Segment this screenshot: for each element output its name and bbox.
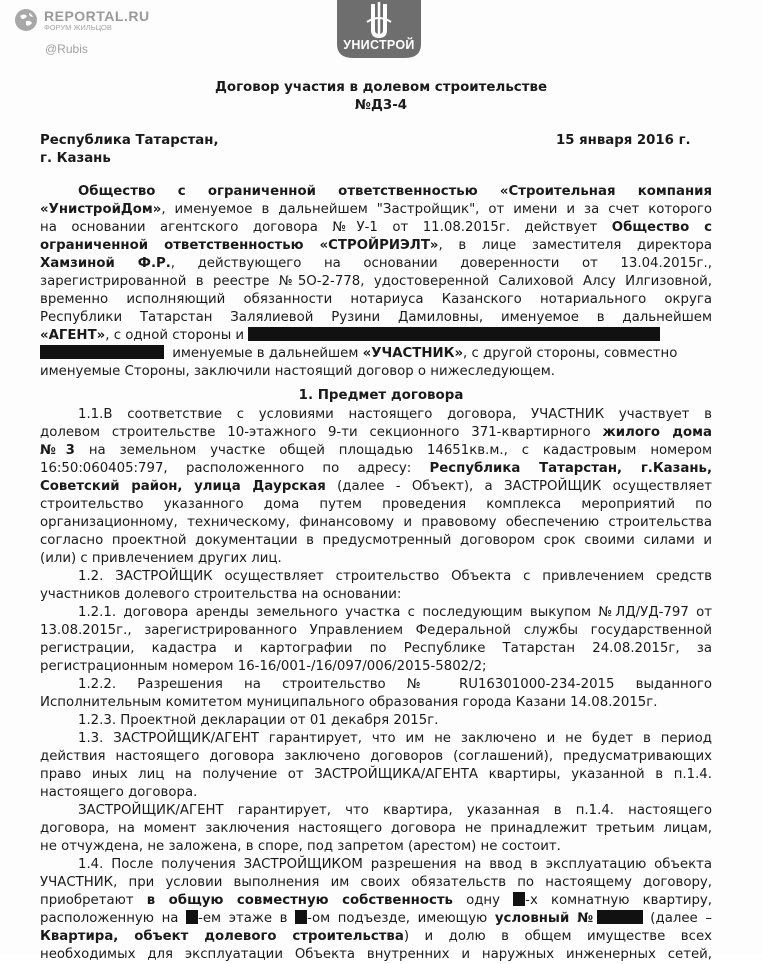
preamble-line: именуемые в дальнейшем «УЧАСТНИК», с другой стороны, совместно bbox=[40, 345, 712, 363]
redaction-block bbox=[295, 910, 307, 924]
clause-line: долевом строительстве 10-этажного 9-ти секционного 371-квартирного жилого дома bbox=[40, 425, 712, 440]
clause-line: строительство указанного дома путем проведения комплекса мероприятий по bbox=[40, 497, 712, 512]
redaction-block bbox=[248, 327, 660, 341]
clause-line: 1.2.3. Проектной декларации от 01 декабря 2015г. bbox=[78, 713, 439, 728]
preamble-line: временно исполняющий обязанности нотариуса Казанского нотариального округа bbox=[40, 292, 712, 307]
preamble-line: на основании агентского договора №У-1 от 11.08.2015г. действует Общество с bbox=[40, 220, 712, 235]
preamble-line: «АГЕНТ», с одной стороны и bbox=[40, 327, 712, 345]
clause-line: ЗАСТРОЙЩИК/АГЕНТ гарантирует, что квартира, указанная в п.1.4. настоящего bbox=[78, 803, 712, 818]
watermark-user: @Rubis bbox=[45, 42, 88, 56]
logo-text: УНИСТРОЙ bbox=[343, 38, 415, 52]
clause-line: 1.1.В соответствие с условиями настоящего договора, УЧАСТНИК участвует в bbox=[78, 407, 712, 422]
redaction-block bbox=[513, 892, 525, 906]
clause-line: УЧАСТНИК, при условии выполнения им своих обязательств по настоящему договору, bbox=[40, 875, 712, 890]
globe-icon bbox=[14, 8, 38, 32]
preamble-line: Хамзиной Ф.Р., действующего на основании доверенности от 13.04.2015г., bbox=[40, 256, 712, 271]
redaction-block bbox=[186, 910, 198, 924]
clause-line: Квартира, объект долевого строительства) и долю в общем имуществе всех bbox=[40, 929, 712, 944]
clause-line: (или) с привлечением других лиц. bbox=[40, 551, 282, 566]
clause-line: настоящего договора. bbox=[40, 785, 198, 800]
document-title: Договор участия в долевом строительстве bbox=[214, 80, 548, 95]
clause-line: приобретают в общую совместную собственность одну -х комнатную квартиру, bbox=[40, 893, 712, 908]
redaction-block bbox=[40, 345, 164, 359]
clause-line: 16:50:060405:797, расположенного по адресу: Республика Татарстан, г.Казань, bbox=[40, 461, 713, 476]
clause-line: не отчуждена, не заложена, в споре, под запретом (арестом) не состоит. bbox=[40, 839, 561, 854]
clause-line: регистрационным номером 16-16/001-/16/097/006/2015-5802/2; bbox=[40, 659, 487, 674]
watermark-site: REPORTAL.RU bbox=[44, 7, 150, 24]
preamble-line: «УнистройДом», именуемое в дальнейшем "Застройщик", от имени и за счет которого bbox=[40, 202, 712, 217]
section-title: 1. Предмет договора bbox=[298, 388, 464, 403]
clause-line: договора, на момент заключения настоящего договора не принадлежит третьим лицам, bbox=[40, 821, 712, 836]
place-region: Республика Татарстан, bbox=[40, 133, 219, 148]
clause-line: 1.2.2. Разрешения на строительство № RU16301000-234-2015 выданного bbox=[78, 677, 712, 692]
clause-line: необходимых для эксплуатации Объекта внутренних и наружных инженерных сетей, bbox=[40, 947, 712, 962]
clause-line: 1.2. ЗАСТРОЙЩИК осуществляет строительство Объекта с привлечением средств bbox=[78, 569, 712, 584]
reportal-watermark bbox=[14, 8, 150, 32]
watermark-tagline: ФОРУМ ЖИЛЬЦОВ bbox=[44, 22, 112, 32]
clause-line: расположенную на -ем этаже в -ом подъезде, имеющую условный № (далее – bbox=[40, 911, 712, 926]
clause-line: действия настоящего договора заключено договоров (соглашений), предусматривающих bbox=[40, 749, 712, 764]
clause-line: согласно проектной документации в предусмотренный договором срок своими силами и bbox=[40, 533, 712, 548]
clause-line: Исполнительным комитетом муниципального образования города Казани 14.08.2015г. bbox=[40, 695, 658, 710]
clause-line: 13.08.2015г., зарегистрированного Управлением Федеральной службы государственной bbox=[40, 623, 712, 638]
redaction-block bbox=[597, 910, 643, 924]
preamble-line: именуемые Стороны, заключили настоящий договор о нижеследующем. bbox=[40, 364, 555, 379]
preamble-line: ограниченной ответственностью «СТРОЙРИЭЛТ», в лице заместителя директора bbox=[40, 238, 712, 253]
document-date: 15 января 2016 г. bbox=[556, 133, 691, 148]
preamble-line: Общество с ограниченной ответственностью «Строительная компания bbox=[78, 184, 712, 199]
clause-line: Советский район, улица Даурская (далее - Объект), а ЗАСТРОЙЩИК осуществляет bbox=[40, 479, 712, 494]
clause-line: участников долевого строительства на основании: bbox=[40, 587, 402, 602]
document-number: №Д3-4 bbox=[354, 98, 408, 113]
clause-line: регистрации, кадастра и картографии по Республике Татарстан 24.08.2015г, за bbox=[40, 641, 712, 656]
clause-line: №3 на земельном участке общей площадью 14651кв.м., с кадастровым номером bbox=[40, 443, 712, 458]
clause-line: 1.3. ЗАСТРОЙЩИК/АГЕНТ гарантирует, что им не заключено и не будет в период bbox=[78, 731, 712, 746]
clause-line: организационному, техническому, финансовому и правовому обеспечению строительства bbox=[40, 515, 712, 530]
place-city: г. Казань bbox=[40, 151, 111, 166]
clause-line: право иных лиц на получение от ЗАСТРОЙЩИКА/АГЕНТА квартиры, указанной в п.1.4. bbox=[40, 767, 712, 782]
clause-line: 1.2.1. договора аренды земельного участка с последующим выкупом №ЛД/УД-797 от bbox=[78, 605, 712, 620]
preamble-line: Республики Татарстан Залялиевой Рузини Дамиловны, именуемое в дальнейшем bbox=[40, 310, 712, 325]
unistroy-logo bbox=[333, 0, 425, 60]
preamble-line: зарегистрированной в реестре №5О-2-778, удостоверенной Салиховой Алсу Илгизовной, bbox=[40, 274, 712, 289]
clause-line: 1.4. После получения ЗАСТРОЙЩИКОМ разрешения на ввод в эксплуатацию объекта bbox=[78, 857, 712, 872]
